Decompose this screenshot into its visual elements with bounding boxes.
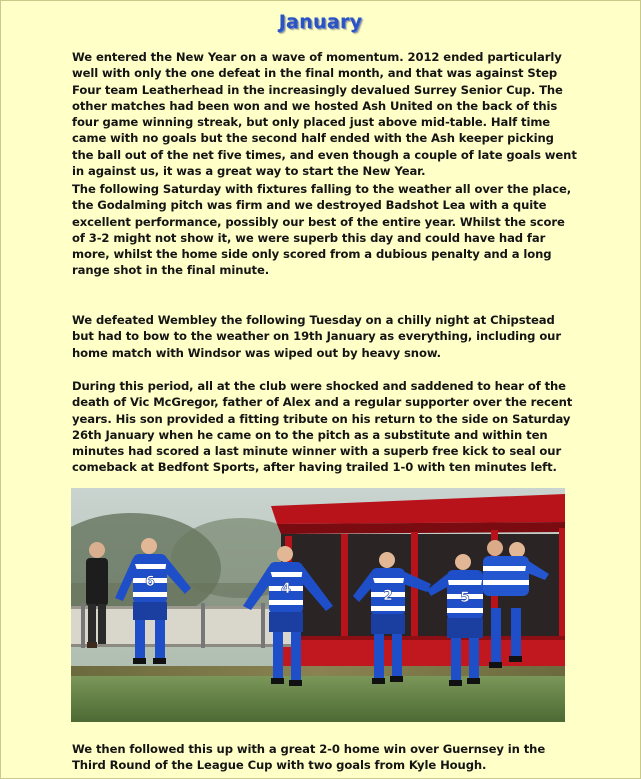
- paragraph-badshot-lea: The following Saturday with fixtures falling to the weather all over the place, the Godalming pitch was firm and we destroyed Badshot Lea with a quite excellent performance, possibly our best of the entire year. Whilst the score of 3-2 might not show it, we were superb this day and could have had far more, whilst the home side only scored from a dubious penalty and a long range shot in the final minute.: [72, 182, 572, 278]
- paragraph-wembley: We defeated Wembley the following Tuesday on a chilly night at Chipstead but had to bow to the weather on 19th January as everything, including our home match with Windsor was wiped out by heavy snow.: [72, 313, 561, 360]
- shirt-number-6: 6: [145, 574, 155, 590]
- paragraph-guernsey: We then followed this up with a great 2-0 home win over Guernsey in the Third Round of the League Cup with two goals from Kyle Hough.: [72, 742, 546, 773]
- shirt-number-5: 5: [460, 590, 470, 606]
- team-celebration-photo: [71, 488, 565, 722]
- shirt-number-2: 2: [383, 588, 393, 604]
- paragraph-vic-mcgregor: During this period, all at the club were shocked and saddened to hear of the death of Vic McGregor, father of Alex and a regular supporter over the recent years. His son provided a fitting tribute on his return to the side on Saturday 26th January when he came on to the pitch as a substitute and within ten minutes had scored a last minute winner with a superb free kick to seal our comeback at Bedfont Sports, after having trailed 1-0 with ten minutes left.: [72, 379, 573, 475]
- shirt-number-4: 4: [281, 581, 291, 597]
- page-title: January: [278, 11, 363, 33]
- paragraph-ash-united: We entered the New Year on a wave of momentum. 2012 ended particularly well with only the one defeat in the final month, and that was against Step Four team Leatherhead in the increasingly devalued Surrey Senior Cup. The other matches had been won and we hosted Ash United on the back of this four game winning streak, but only placed just above mid-table. Half time came with no goals but the second half ended with the Ash keeper picking the ball out of the net five times, and even though a couple of late goals went in against us, it was a great way to start the New Year.: [72, 50, 577, 179]
